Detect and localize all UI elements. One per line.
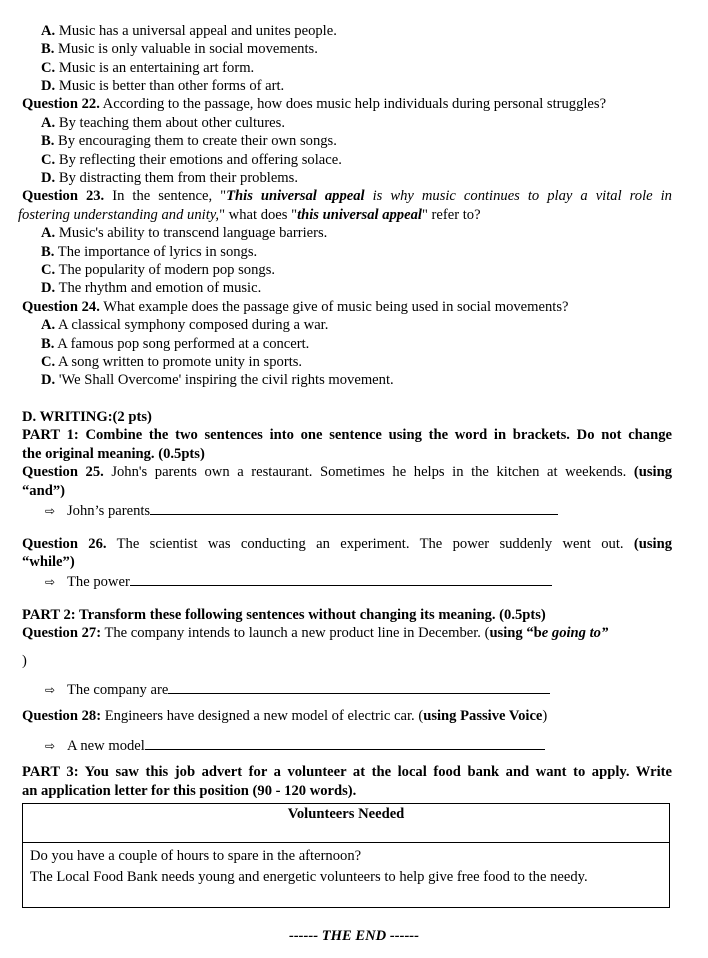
- q22-option-b: B. By encouraging them to create their own songs.: [41, 133, 337, 149]
- question-22: Question 22. According to the passage, how does music help individuals during personal struggles?: [22, 96, 607, 112]
- q22-option-d: D. By distracting them from their problems.: [41, 170, 298, 186]
- q22-option-a: A. By teaching them about other cultures.: [41, 115, 285, 131]
- q23-option-a: A. Music's ability to transcend language barriers.: [41, 225, 328, 241]
- q22-option-c: C. By reflecting their emotions and offering solace.: [41, 152, 342, 168]
- part3-instruction: PART 3: You saw this job advert for a volunteer at the local food bank and want to apply. Write: [22, 764, 672, 780]
- question-25-hint: “and”): [22, 483, 65, 499]
- part1-instruction: PART 1: Combine the two sentences into one sentence using the word in brackets. Do not change: [22, 427, 672, 443]
- q23-option-d: D. The rhythm and emotion of music.: [41, 280, 262, 296]
- q27-answer-blank[interactable]: [168, 679, 550, 694]
- question-23: Question 23. In the sentence, "This universal appeal is why music continues to play a vital role in: [22, 188, 672, 204]
- q28-answer-line: ⇨ A new model: [45, 735, 545, 755]
- question-26-hint: “while”): [22, 554, 75, 570]
- part1-instruction-cont: the original meaning. (0.5pts): [22, 446, 205, 462]
- arrow-right-icon: ⇨: [45, 504, 56, 518]
- q25-answer-line: ⇨ John’s parents: [45, 500, 558, 520]
- question-27: Question 27: The company intends to launch a new product line in December. (using “be going to”: [22, 625, 609, 641]
- question-26: Question 26. The scientist was conducting an experiment. The power suddenly went out. (using: [22, 536, 672, 552]
- q21-option-c: C. Music is an entertaining art form.: [41, 60, 255, 76]
- the-end: ------ THE END ------: [288, 928, 420, 944]
- arrow-right-icon: ⇨: [45, 683, 56, 697]
- q25-answer-blank[interactable]: [150, 500, 558, 515]
- part2-instruction: PART 2: Transform these following sentences without changing its meaning. (0.5pts): [22, 607, 546, 623]
- q24-option-a: A. A classical symphony composed during a war.: [41, 317, 329, 333]
- advert-line-2: The Local Food Bank needs young and energetic volunteers to help give free food to the needy.: [30, 869, 588, 885]
- q23-option-b: B. The importance of lyrics in songs.: [41, 244, 258, 260]
- q24-option-c: C. A song written to promote unity in sports.: [41, 354, 303, 370]
- question-28: Question 28: Engineers have designed a new model of electric car. (using Passive Voice): [22, 708, 548, 724]
- part3-instruction-cont: an application letter for this position (90 - 120 words).: [22, 783, 357, 799]
- q27-answer-line: ⇨ The company are: [45, 679, 550, 699]
- q24-option-b: B. A famous pop song performed at a concert.: [41, 336, 310, 352]
- q23-option-c: C. The popularity of modern pop songs.: [41, 262, 276, 278]
- q24-option-d: D. 'We Shall Overcome' inspiring the civil rights movement.: [41, 372, 394, 388]
- advert-body-box: [22, 842, 670, 908]
- question-25: Question 25. John's parents own a restaurant. Sometimes he helps in the kitchen at weekends. (using: [22, 464, 672, 480]
- advert-title: Volunteers Needed: [287, 806, 405, 822]
- q21-option-b: B. Music is only valuable in social movements.: [41, 41, 318, 57]
- writing-heading: D. WRITING:(2 pts): [22, 409, 152, 425]
- q21-option-a: A. Music has a universal appeal and unites people.: [41, 23, 337, 39]
- question-27-close: ): [22, 653, 27, 669]
- q26-answer-blank[interactable]: [130, 571, 552, 586]
- question-23-cont: fostering understanding and unity," what does "this universal appeal" refer to?: [18, 207, 481, 223]
- advert-line-1: Do you have a couple of hours to spare in the afternoon?: [30, 848, 362, 864]
- advert-title-box: [22, 803, 670, 843]
- q26-answer-line: ⇨ The power: [45, 571, 552, 591]
- question-24: Question 24. What example does the passage give of music being used in social movements?: [22, 299, 569, 315]
- arrow-right-icon: ⇨: [45, 739, 56, 753]
- q28-answer-blank[interactable]: [145, 735, 545, 750]
- q21-option-d: D. Music is better than other forms of art.: [41, 78, 285, 94]
- arrow-right-icon: ⇨: [45, 575, 56, 589]
